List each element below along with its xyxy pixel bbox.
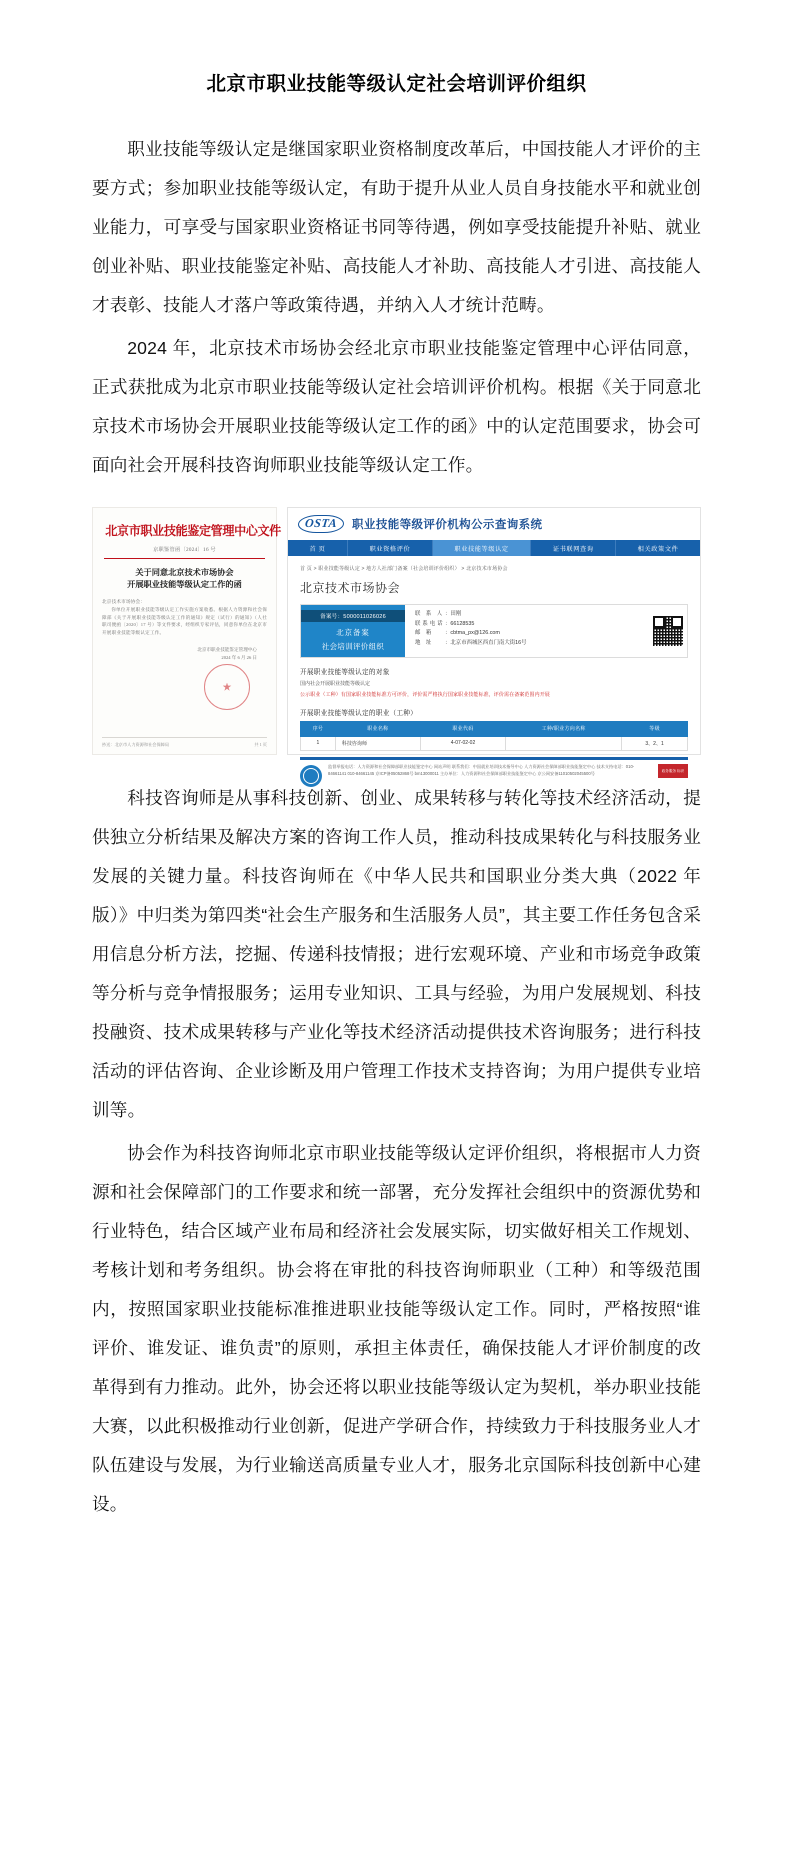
document-footer-left: 抄送：北京市人力资源和社会保障局 (102, 742, 170, 747)
organization-card (300, 604, 688, 658)
document-subject (102, 567, 267, 591)
footer-seal-icon (300, 765, 322, 787)
cell-occupation-code: 4-07-02-02 (420, 736, 505, 750)
signature-date: 2024 年 6 月 26 日 (221, 655, 257, 661)
document-subject-line2: 开展职业技能等级认定工作的函 (127, 580, 242, 590)
th-job-direction: 工种/职业方向名称 (506, 722, 622, 737)
record-badge (301, 605, 405, 657)
nav-item-certificate-query[interactable]: 证书联网查询 (531, 540, 616, 556)
contact-address-value: 北京市西城区西直门南大街16号 (450, 639, 527, 646)
footer-text: 监督举报电话：人力资源和社会保障部职业技能鉴定中心 网站声明 联系我们：中国就业培训技术指导中心 人力资源社会保障部职业技能鉴定中心 技术支持电话：010-84661141 010-84661145 京ICP备05052868号 bm13000011 主办单位：人力资源和社会保障部职业技能鉴定中心 京公网安备11010502045500号 (328, 764, 635, 776)
paragraph-4: 协会作为科技咨询师北京市职业技能等级认定评价组织，将根据市人力资源和社会保障部门的工作要求和统一部署，充分发挥社会组织中的资源优势和行业特色，结合区域产业布局和经济社会发展实际，切实做好相关工作规划、考核计划和考务组织。协会将在审批的科技咨询师职业（工种）和等级范围内，按照国家职业技能标准推进职业技能等级认定工作。同时，严格按照“谁评价、谁发证、谁负责”的原则，承担主体责任，确保技能人才评价制度的改革得到有力推动。此外，协会还将以职业技能等级认定为契机，举办职业技能大赛，以此积极推动行业创新，促进产学研合作，持续致力于科技服务业人才队伍建设与发展，为行业输送高质量专业人才，服务北京国际科技创新中心建设。 (92, 1143, 701, 1514)
qr-code-wrapper (649, 605, 687, 657)
document-footer-right: 共 1 页 (254, 742, 267, 747)
section-heading-occupations: 开展职业技能等级认定的职业（工种） (300, 710, 418, 717)
contact-info (405, 605, 649, 657)
osta-logo-icon: OSTA (297, 515, 345, 533)
table-header-row (301, 722, 688, 737)
nav-item-policy-documents[interactable]: 相关政策文件 (637, 545, 679, 553)
contact-row: 联系电话：66128535 (415, 620, 649, 630)
contact-row: 邮 箱 ：cbtma_px@126.com (415, 629, 649, 639)
badge-line-2: 社会培训评价组织 (321, 642, 385, 652)
cell-occupation-name: 科技咨询师 (335, 736, 420, 750)
document-red-header: 北京市职业技能鉴定管理中心文件 (105, 524, 281, 538)
document-signature (102, 646, 267, 662)
system-title: 职业技能等级评价机构公示查询系统 (352, 519, 543, 531)
red-divider-rule (104, 558, 265, 559)
occupation-table (300, 721, 688, 751)
th-occupation-name: 职业名称 (335, 722, 420, 737)
contact-person-value: 田刚 (450, 611, 462, 617)
page-title: 北京市职业技能等级认定社会培训评价组织 (206, 73, 587, 95)
contact-phone-label: 联系电话 (415, 620, 445, 627)
document-footer-rule (102, 737, 267, 738)
record-number-value: 5000011026026 (343, 614, 386, 620)
contact-person-label: 联 系 人 (415, 611, 445, 617)
cell-index: 1 (301, 736, 336, 750)
query-system-screenshot (287, 507, 701, 776)
paragraph-3: 科技咨询师是从事科技创新、创业、成果转移与转化等技术经济活动，提供独立分析结果及解决方案的咨询工作人员，推动科技成果转化与科技服务业发展的关键力量。科技咨询师在《中华人民共和国职业分类大典（2022 年版）》中归类为第四类“社会生产服务和生活服务人员”，其主要工作任务包含采用信息分析方法，挖掘、传递科技情报；进行宏观环境、产业和市场竞争政策等分析与竞争情报服务；运用专业知识、工具与经验，为用户发展规划、科技投融资、技术成果转移与产业化等技术经济活动提供技术咨询服务；进行科技活动的评估咨询、企业诊断及用户管理工作技术支持咨询；为用户提供专业培训等。 (92, 788, 701, 1120)
nav-item-vocational-qualification[interactable]: 职业资格评价 (348, 540, 433, 556)
nav-item-skill-level-certification[interactable]: 职业技能等级认定 (433, 540, 531, 556)
contact-row: 地 址 ：北京市西城区西直门南大街16号 (415, 639, 649, 649)
contact-row: 联 系 人：田刚 (415, 610, 649, 620)
table-row (301, 736, 688, 750)
signature-org: 北京市职业技能鉴定管理中心 (197, 647, 257, 653)
section-text-scope: 国内社会开展职业技能等级认定 (300, 681, 371, 687)
cell-level: 3、2、1 (622, 736, 688, 750)
paragraph-2: 2024 年，北京技术市场协会经北京市职业技能鉴定管理中心评估同意，正式获批成为北京市职业技能等级认定社会培训评价机构。根据《关于同意北京技术市场协会开展职业技能等级认定工作的函》中的认定范围要求，协会可面向社会开展科技咨询师职业技能等级认定工作。 (92, 338, 701, 475)
badge-line-1: 北京备案 (336, 628, 370, 638)
qr-code-icon (653, 616, 683, 646)
document-subject-line1: 关于同意北京技术市场协会 (135, 568, 234, 578)
gov-service-badge[interactable]: 政务服务 标识 (658, 764, 688, 778)
record-number-label: 备案号： (320, 614, 344, 620)
organization-name: 北京技术市场协会 (300, 581, 401, 595)
contact-address-label: 地 址 (415, 639, 434, 646)
document-footer (102, 742, 267, 748)
th-index: 序号 (301, 722, 336, 737)
warning-notice: 公示职业（工种）有国家职业技能标准方可评价，评价需严格执行国家职业技能标准，评价需在备案范围内开展 (300, 692, 550, 698)
th-occupation-code: 职业代码 (420, 722, 505, 737)
paragraph-1: 职业技能等级认定是继国家职业资格制度改革后，中国技能人才评价的主要方式；参加职业技能等级认定，有助于提升从业人员自身技能水平和就业创业能力，可享受与国家职业资格证书同等待遇，例如享受技能提升补贴、就业创业补贴、职业技能鉴定补贴、高技能人才补助、高技能人才引进、高技能人才表彰、技能人才落户等政策待遇，并纳入人才统计范畴。 (92, 139, 701, 315)
contact-email-label: 邮 箱 (415, 630, 434, 637)
system-nav[interactable] (288, 540, 700, 556)
system-body (288, 556, 700, 787)
system-header (288, 508, 700, 540)
document-number: 京职鉴管函〔2024〕16 号 (153, 547, 216, 553)
nav-item-home[interactable]: 首 页 (288, 540, 348, 556)
breadcrumb[interactable]: 首 页 > 职业技能等级认定 > 地方人社部门备案（社会培训评价组织） > 北京技术市场协会 (300, 566, 508, 572)
figure-row (92, 507, 701, 776)
document-addressee: 北京技术市场协会： (102, 599, 146, 605)
contact-email-value: cbtma_px@126.com (450, 630, 500, 637)
system-footer (300, 757, 688, 787)
document-body-text: 你单位开展职业技能等级认定工作实施方案收悉。根据人力资源和社会保障部《关于开展职业技能等级认定工作的通知》规定（试行）的通知》（人社职司便函〔2020〕17 号）等文件要求，经组织专家评估，同意你单位在北京市开展职业技能等级认定工作。 (102, 606, 267, 635)
record-number (301, 610, 405, 623)
cell-job-direction (506, 736, 622, 750)
red-seal-stamp (204, 664, 250, 710)
document-body (102, 598, 267, 636)
section-heading-scope: 开展职业技能等级认定的对象 (300, 669, 390, 676)
th-level: 等级 (622, 722, 688, 737)
contact-phone-value: 66128535 (450, 620, 475, 627)
official-document-image (92, 507, 281, 755)
